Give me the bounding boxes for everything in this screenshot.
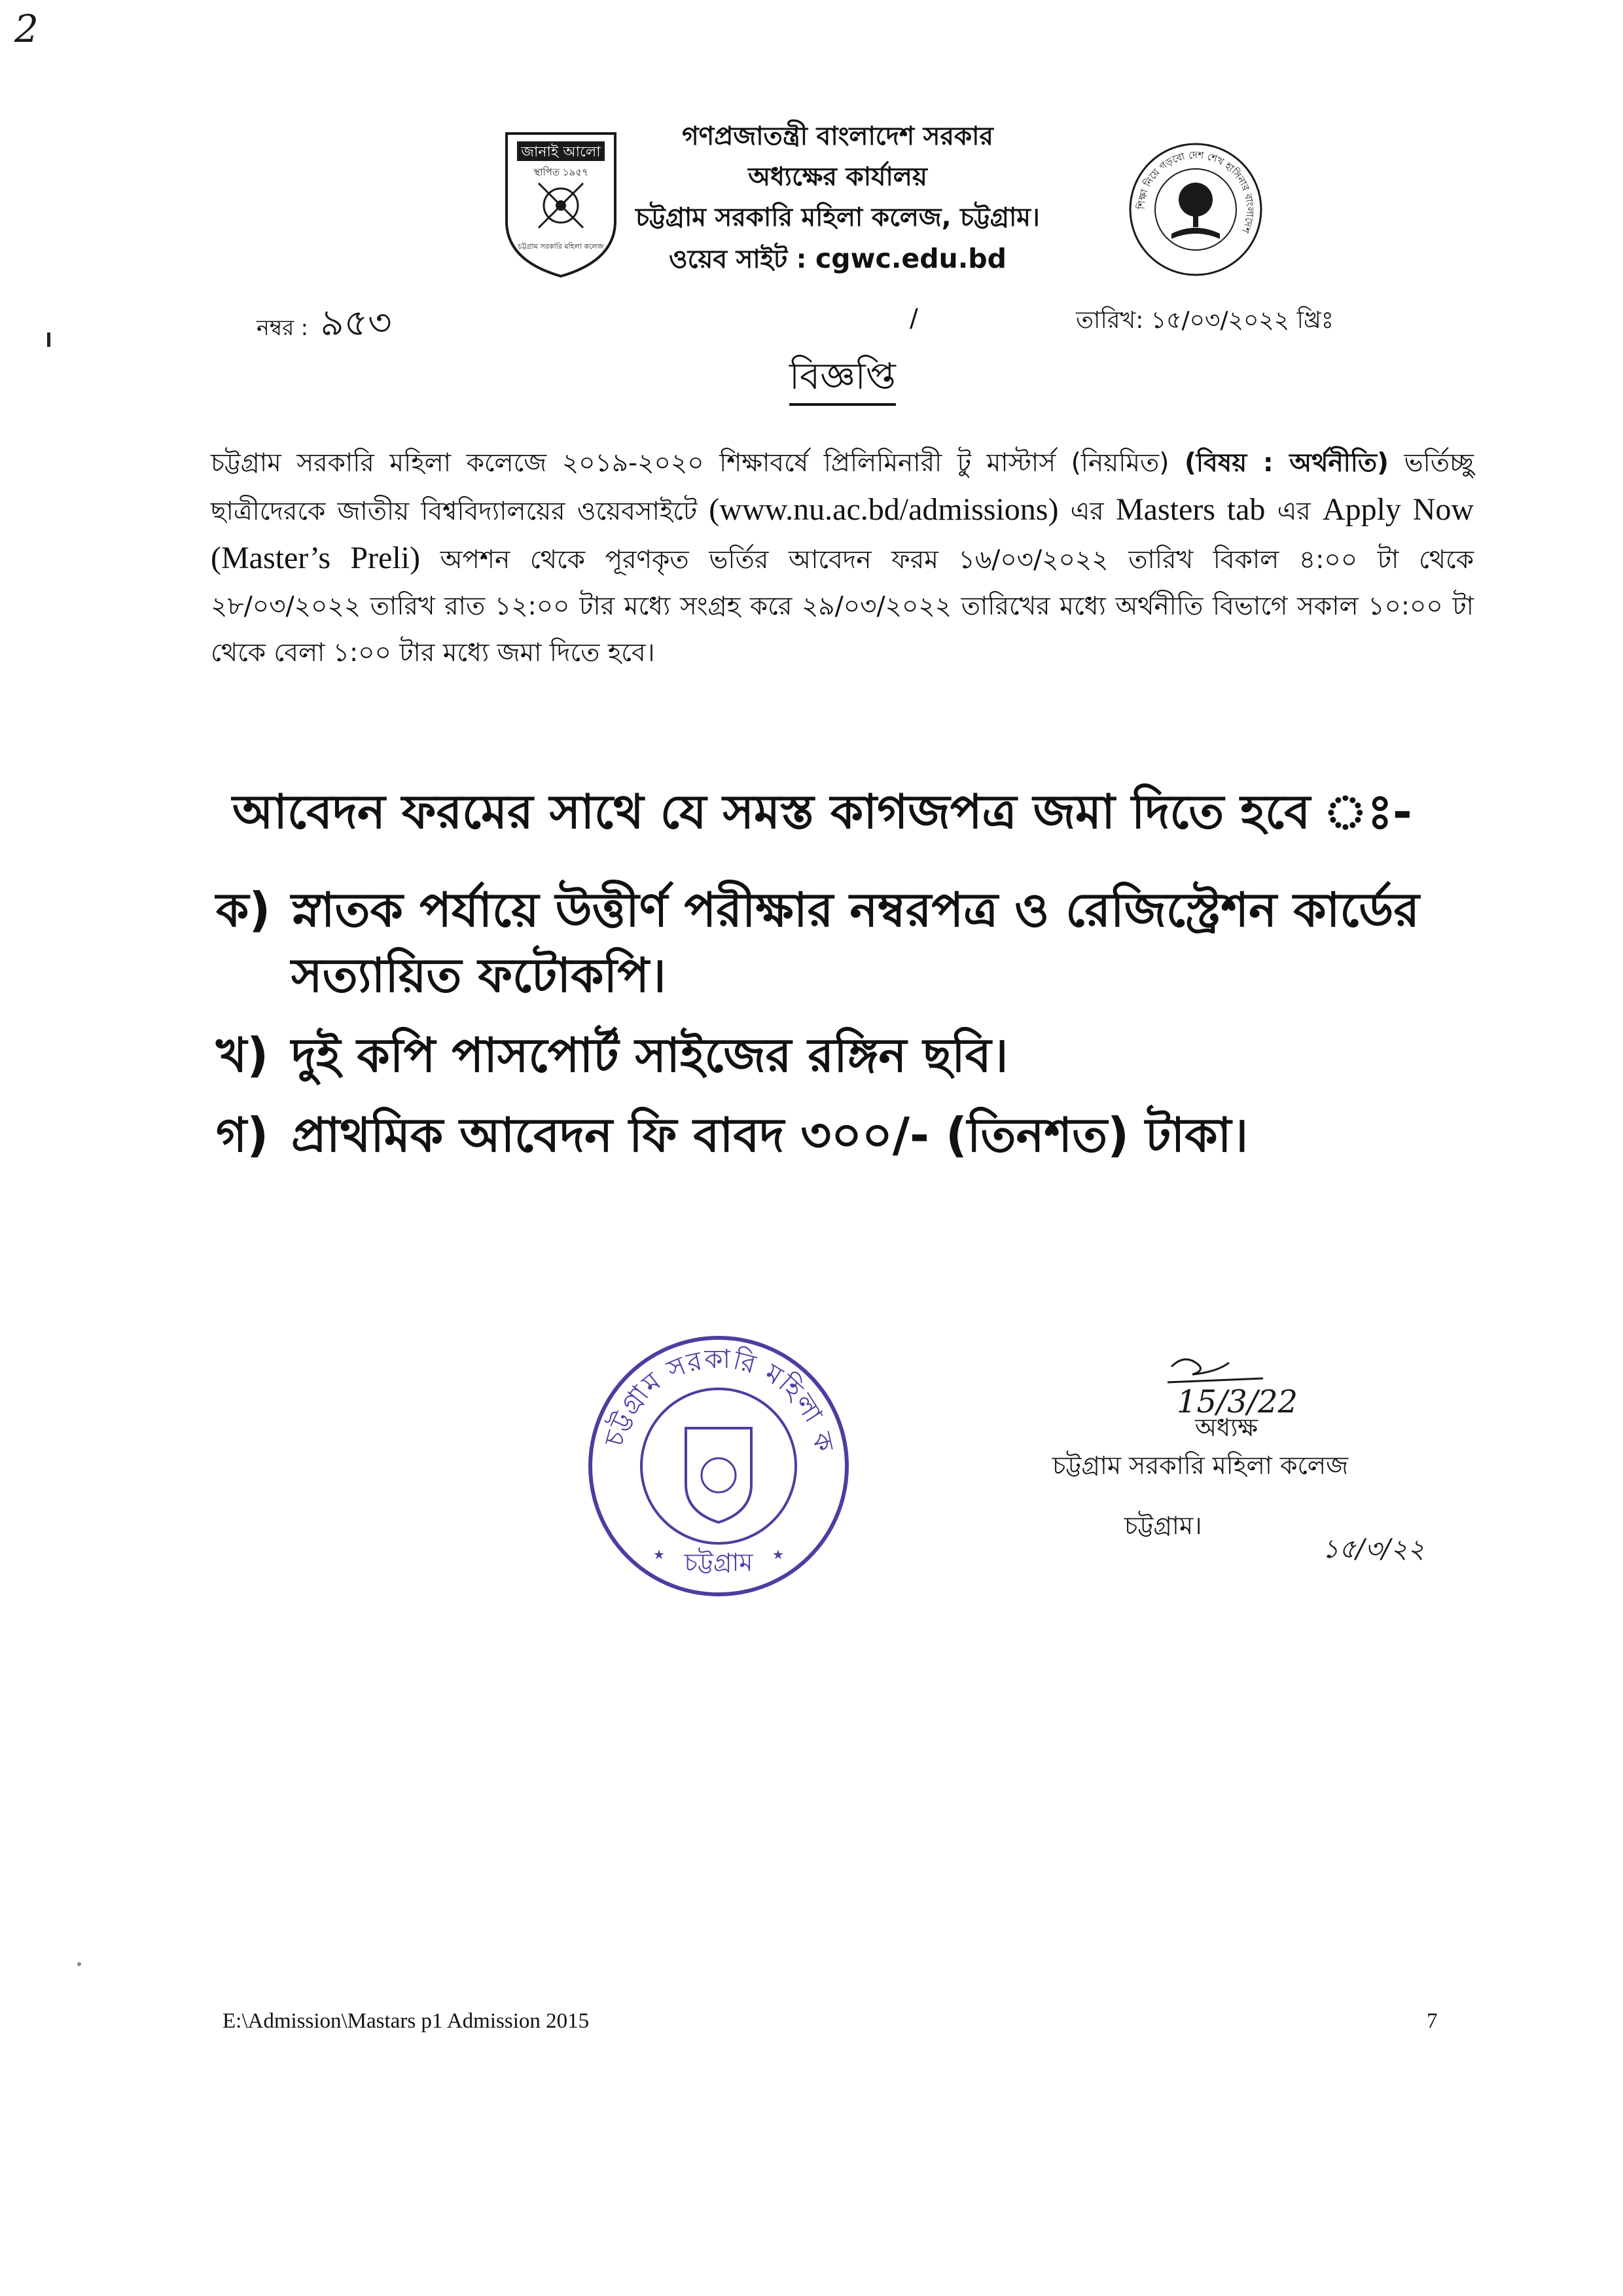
- date-value: ১৫/০৩/২০২২ খ্রিঃ: [1150, 307, 1334, 334]
- crest-established-text: স্থাপিত ১৯৫৭: [533, 166, 588, 178]
- crest-banner-text: জানাই আলো: [521, 144, 601, 160]
- date-label: তারিখ:: [1076, 307, 1144, 334]
- requirement-continuation: সত্যায়িত ফটোকপি।: [291, 948, 666, 1003]
- requirement-marker: ক): [216, 882, 271, 937]
- requirement-item: [216, 877, 1419, 1003]
- emblem-ring-text: শিক্ষা নিয়ে গড়বো দেশ শেখ হাসিনার বাংলাদেশ: [1135, 149, 1257, 235]
- notice-date: [1076, 302, 1334, 342]
- paragraph-part3: এর: [1070, 497, 1104, 526]
- seal-stamp-icon: [581, 1329, 856, 1604]
- requirements-heading: আবেদন ফরমের সাথে যে সমস্ত কাগজপত্র জমা দিতে হবে ঃ-: [232, 784, 1412, 839]
- reference-value: ৯৫৩: [320, 302, 392, 344]
- college-name: চট্টগ্রাম সরকারি মহিলা কলেজ, চট্টগ্রাম।: [635, 203, 1040, 232]
- office-name: অধ্যক্ষের কার্যালয়: [748, 162, 927, 192]
- paragraph-part4: এর: [1277, 497, 1311, 526]
- requirement-item: [216, 1022, 1008, 1088]
- footer-page-number: 7: [1427, 2009, 1438, 2033]
- requirement-item: [216, 1102, 1248, 1168]
- requirement-marker: খ): [216, 1028, 269, 1083]
- margin-mark: [47, 332, 50, 347]
- paragraph-part5: অপশন থেকে পূরণকৃত ভর্তির আবেদন ফরম ১৬/০৩/২০২২ তারিখ বিকাল ৪:০০ টা থেকে ২৮/০৩/২০২২ তারিখ রাত ১২:০০ টার মধ্যে সংগ্রহ করে ২৯/০৩/২০২২ তারিখের মধ্যে অর্থনীতি বিভাগে সকাল ১০:০০ টা থেকে বেলা ১:০০ টার মধ্যে জমা দিতে হবে।: [211, 545, 1474, 668]
- notice-paragraph: [211, 440, 1474, 676]
- requirement-text: দুই কপি পাসপোর্ট সাইজের রঙ্গিন ছবি।: [291, 1028, 1008, 1083]
- initial-date-handwritten: ১৫/৩/২২: [1322, 1534, 1425, 1564]
- website-line: [589, 238, 1086, 280]
- college-seal: [581, 1329, 856, 1604]
- masters-tab-text: Masters tab: [1115, 492, 1266, 527]
- reference-slash: /: [910, 304, 918, 332]
- signatory-organization: চট্টগ্রাম সরকারি মহিলা কলেজ: [1052, 1451, 1349, 1480]
- seal-bottom-text: চট্টগ্রাম: [684, 1548, 753, 1577]
- education-emblem-icon: [1127, 141, 1264, 278]
- reference-number: [257, 295, 392, 356]
- paragraph-subject: (বিষয় : অর্থনীতি): [1185, 448, 1389, 478]
- footer-file-path: E:\Admission\Mastars p1 Admission 2015: [223, 2009, 590, 2033]
- letterhead: [589, 117, 1086, 280]
- handwritten-page-number: 2: [14, 7, 39, 51]
- government-name: গণপ্রজাতন্ত্রী বাংলাদেশ সরকার: [682, 122, 993, 151]
- svg-text:★: ★: [653, 1547, 665, 1562]
- paragraph-part2: ভর্তিচ্ছু ছাত্রীদেরকে জাতীয় বিশ্ববিদ্যালয়ের ওয়েবসাইটে: [211, 448, 1474, 526]
- crest-bottom-text: চট্টগ্রাম সরকারি মহিলা কলেজ: [518, 242, 604, 251]
- requirement-text: প্রাথমিক আবেদন ফি বাবদ ৩০০/- (তিনশত) টাকা।: [291, 1107, 1249, 1162]
- paragraph-part1: চট্টগ্রাম সরকারি মহিলা কলেজে ২০১৯-২০২০ শিক্ষাবর্ষে প্রিলিমিনারী টু মাস্টার্স (নিয়মিত): [211, 448, 1169, 478]
- svg-text:চট্টগ্রাম সরকারি মহিলা কলেজ: [581, 1329, 840, 1456]
- apply-now-text: Apply Now (Master’s Preli): [211, 492, 1474, 575]
- government-emblem: [1127, 141, 1264, 278]
- seal-ring-text: চট্টগ্রাম সরকারি মহিলা ক: [599, 1344, 840, 1456]
- requirement-marker: গ): [216, 1107, 269, 1162]
- signatory-city: চট্টগ্রাম।: [1124, 1511, 1202, 1540]
- signature-date: 15/3/22: [1177, 1384, 1298, 1420]
- admission-url-link[interactable]: (www.nu.ac.bd/admissions): [709, 492, 1059, 527]
- notice-title: বিজ্ঞপ্তি: [789, 353, 896, 406]
- website-link[interactable]: cgwc.edu.bd: [815, 243, 1007, 274]
- signatory-title: অধ্যক্ষ: [1195, 1413, 1258, 1442]
- requirement-text: স্নাতক পর্যায়ে উত্তীর্ণ পরীক্ষার নম্বরপত্র ও রেজিস্ট্রেশন কার্ডের: [291, 882, 1419, 937]
- reference-label: নম্বর :: [257, 315, 308, 340]
- svg-text:★: ★: [772, 1547, 784, 1562]
- website-label: ওয়েব সাইট :: [668, 245, 807, 274]
- scan-speck: [77, 1962, 81, 1966]
